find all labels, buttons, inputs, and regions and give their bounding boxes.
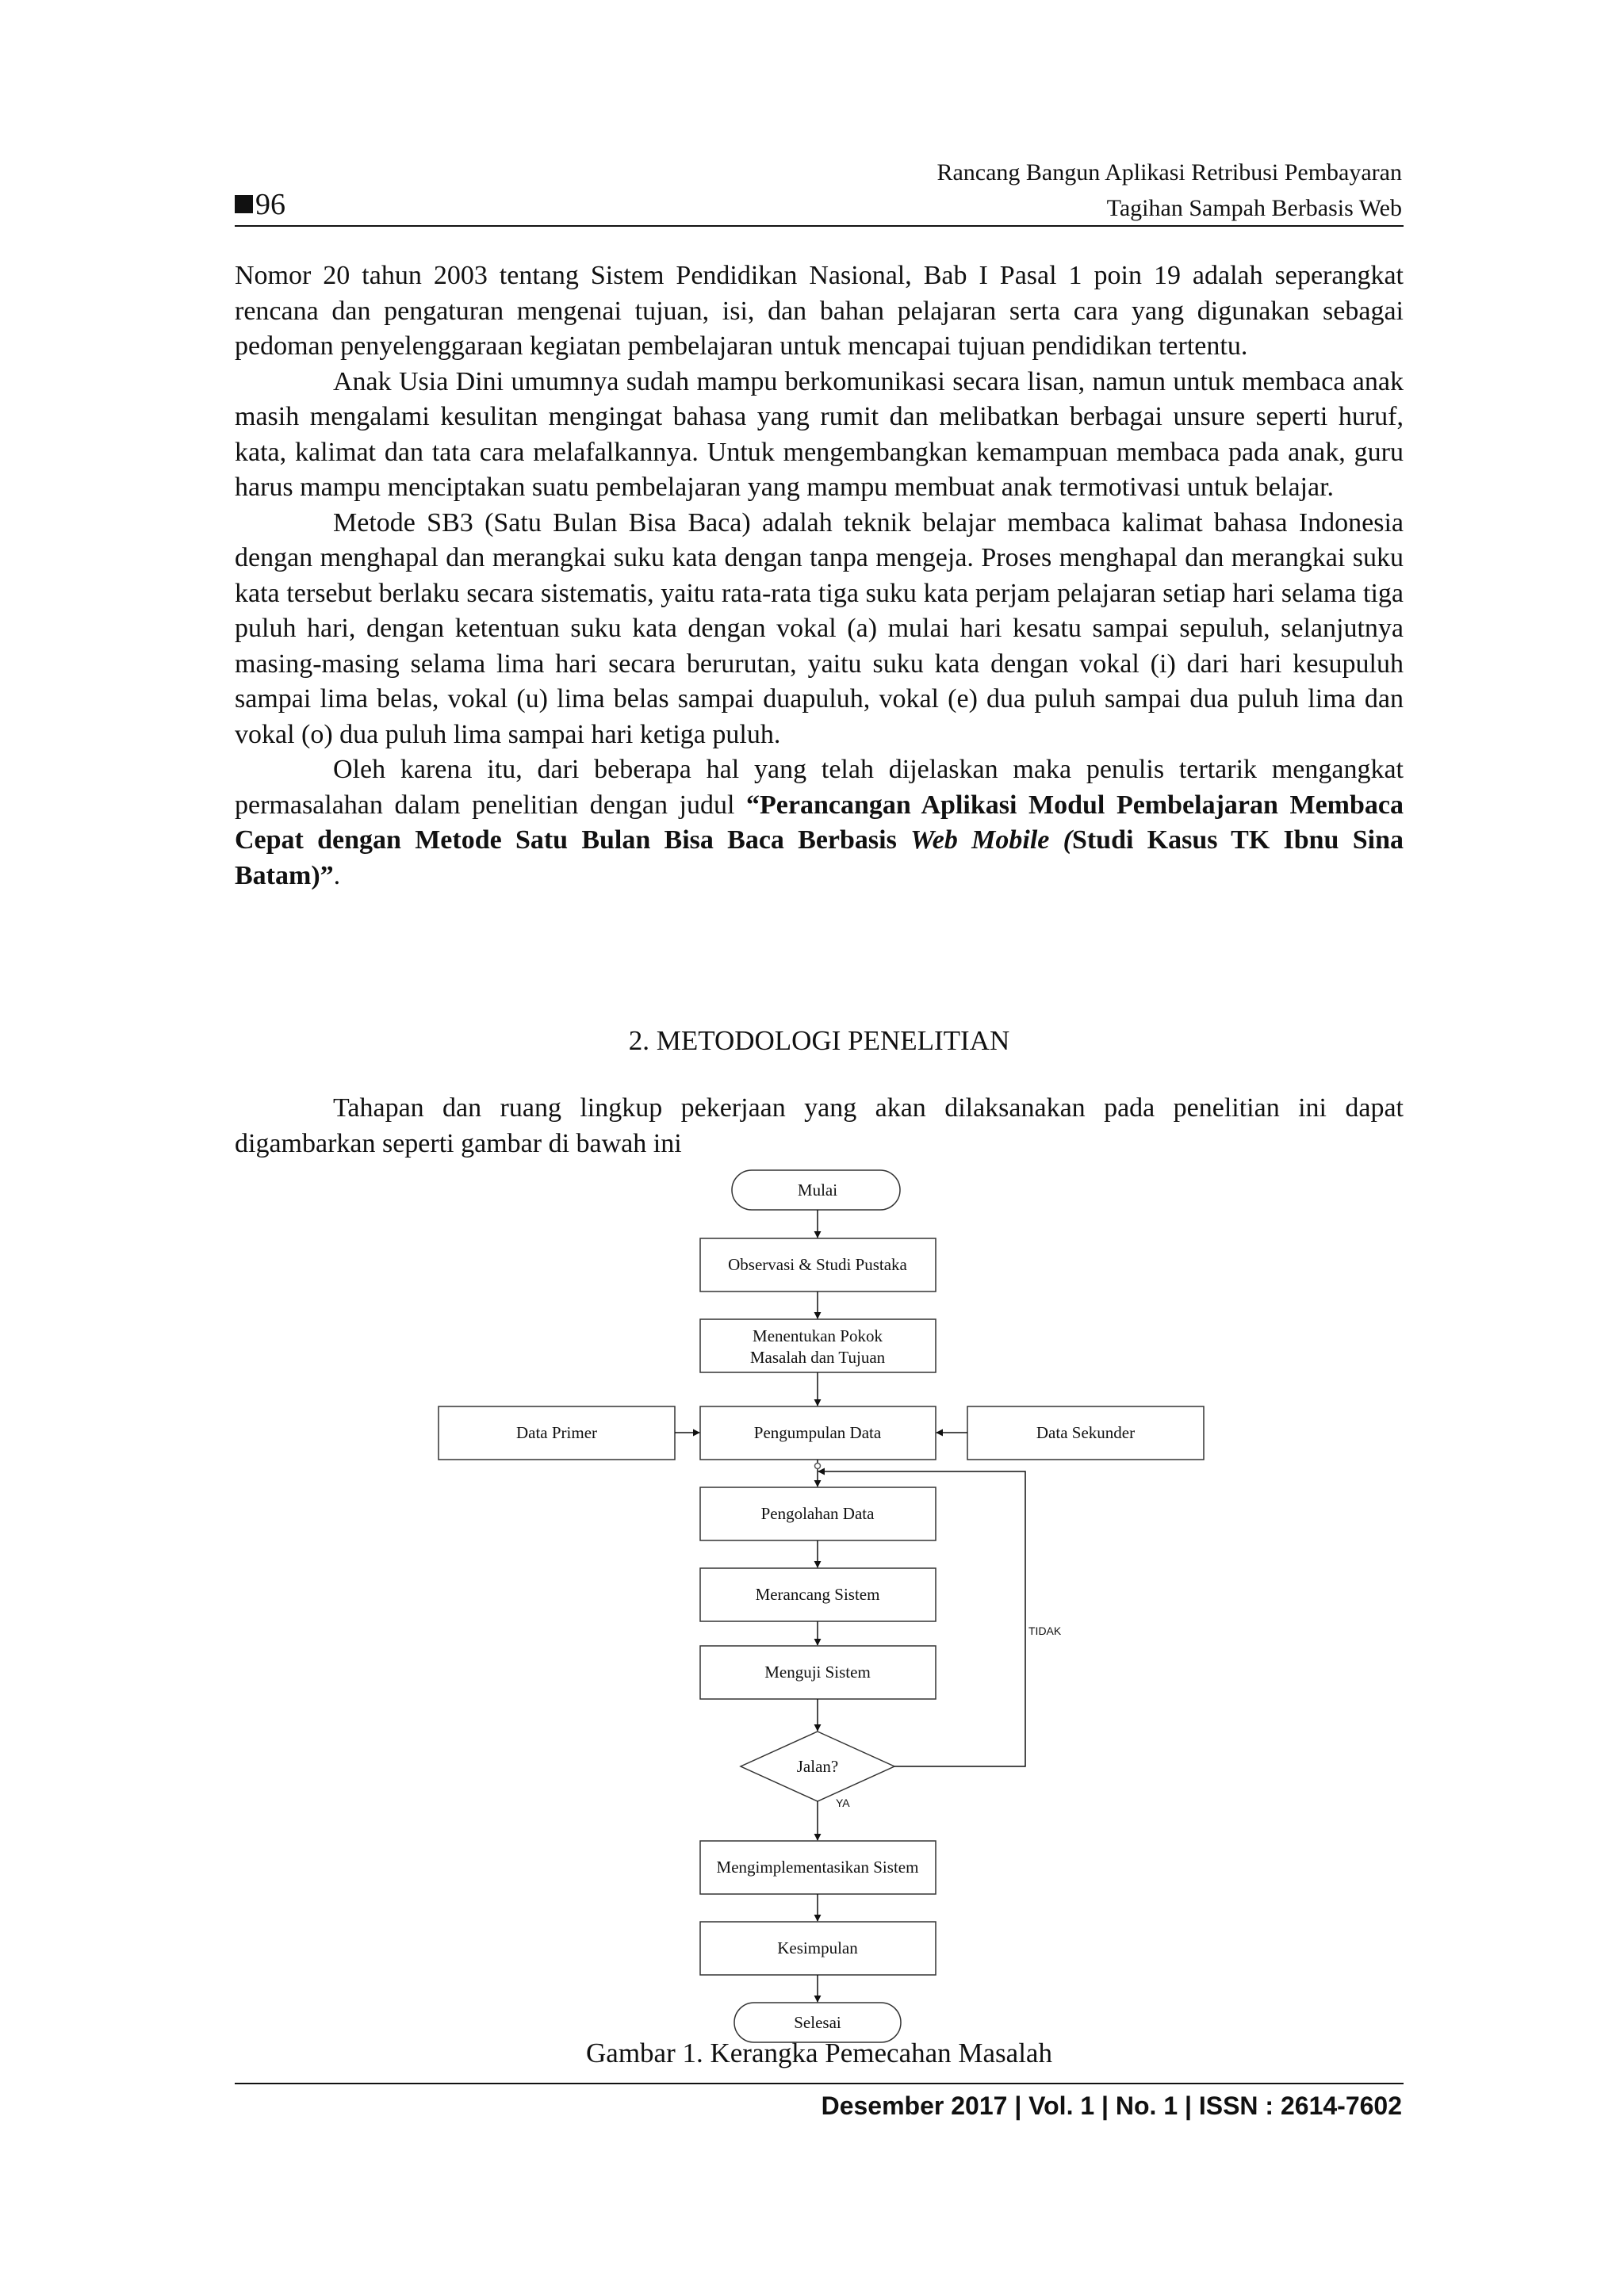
research-title-part1: “Perancangan Aplikasi Modul Pembelajaran Membaca Cepat dengan Metode Satu Bulan Bisa Baca Berbasis — [235, 790, 1404, 855]
figure-caption: Gambar 1. Kerangka Pemecahan Masalah — [586, 2038, 1052, 2068]
section-heading: 2. METODOLOGI PENELITIAN — [628, 1025, 1010, 1056]
problem-definition-label-line1: Menentukan Pokok — [753, 1326, 883, 1345]
loop-junction-dot — [815, 1464, 821, 1469]
implementation-label: Mengimplementasikan Sistem — [716, 1858, 919, 1877]
research-title-part2: Studi Kasus TK Ibnu Sina Batam)” — [235, 825, 1404, 890]
data-processing-label: Pengolahan Data — [760, 1504, 875, 1523]
footer-rule — [235, 2083, 1404, 2084]
decision-label: Jalan? — [796, 1757, 839, 1776]
paragraph-4-end: . — [333, 860, 341, 890]
conclusion-label: Kesimpulan — [777, 1938, 858, 1957]
data-collection-label: Pengumpulan Data — [753, 1423, 882, 1442]
section-intro-text: Tahapan dan ruang lingkup pekerjaan yang akan dilaksanakan pada penelitian ini dapat digambarkan seperti gambar di bawah ini — [235, 1093, 1404, 1158]
research-title-italic: Web Mobile ( — [910, 825, 1072, 855]
page-number-text: 96 — [255, 188, 285, 221]
no-branch-label: TIDAK — [1028, 1624, 1062, 1637]
paragraph-3: Metode SB3 (Satu Bulan Bisa Baca) adalah teknik belajar membaca kalimat bahasa Indonesia dengan menghapal dan merangkai suku kata dengan tanpa mengeja. Proses menghapal dan merangkai suku kata tersebut berlaku secara sistematis, yaitu rata-rata tiga suku kata perjam pelajaran setiap hari selama tiga puluh hari, dengan ketentuan suku kata dengan vokal (a) mulai hari kesatu sampai sepuluh, selanjutnya masing-masing selama lima hari secara berurutan, yaitu suku kata dengan vokal (i) dari hari kesupuluh sampai lima belas, vokal (u) lima belas sampai duapuluh, vokal (e) dua puluh sampai dua puluh lima dan vokal (o) dua puluh lima sampai hari ketiga puluh. — [235, 507, 1404, 749]
paragraph-2: Anak Usia Dini umumnya sudah mampu berkomunikasi secara lisan, namun untuk membaca anak masih mengalami kesulitan mengingat bahasa yang rumit dan melibatkan berbagai unsure seperti huruf, kata, kalimat dan tata cara melafalkannya. Untuk mengembangkan kemampuan membaca pada anak, guru harus mampu menciptakan suatu pembelajaran yang mampu membuat anak termotivasi untuk belajar. — [235, 366, 1404, 502]
start-label: Mulai — [797, 1181, 838, 1200]
running-header-line1: Rancang Bangun Aplikasi Retribusi Pembayaran — [936, 159, 1402, 186]
end-label: Selesai — [794, 2013, 841, 2032]
observation-step-label: Observasi & Studi Pustaka — [728, 1255, 907, 1274]
problem-definition-label-line2: Masalah dan Tujuan — [749, 1348, 886, 1367]
running-header-line2: Tagihan Sampah Berbasis Web — [1106, 195, 1402, 221]
data-sekunder-label: Data Sekunder — [1036, 1423, 1136, 1442]
paragraph-1: Nomor 20 tahun 2003 tentang Sistem Pendidikan Nasional, Bab I Pasal 1 poin 19 adalah seperangkat rencana dan pengaturan mengenai tujuan, isi, dan bahan pelajaran serta cara yang digunakan sebagai pedoman penyelenggaraan kegiatan pembelajaran untuk mencapai tujuan pendidikan tertentu. — [235, 261, 1404, 361]
paragraph-4-text: Oleh karena itu, dari beberapa hal yang telah dijelaskan maka penulis tertarik mengangkat permasalahan dalam penelitian dengan judul — [235, 755, 1404, 820]
system-test-label: Menguji Sistem — [764, 1663, 871, 1682]
journal-footer: Desember 2017 | Vol. 1 | No. 1 | ISSN : 2614-7602 — [821, 2091, 1402, 2120]
data-primer-label: Data Primer — [515, 1423, 598, 1442]
yes-branch-label: YA — [836, 1797, 850, 1809]
system-design-label: Merancang Sistem — [755, 1585, 880, 1604]
